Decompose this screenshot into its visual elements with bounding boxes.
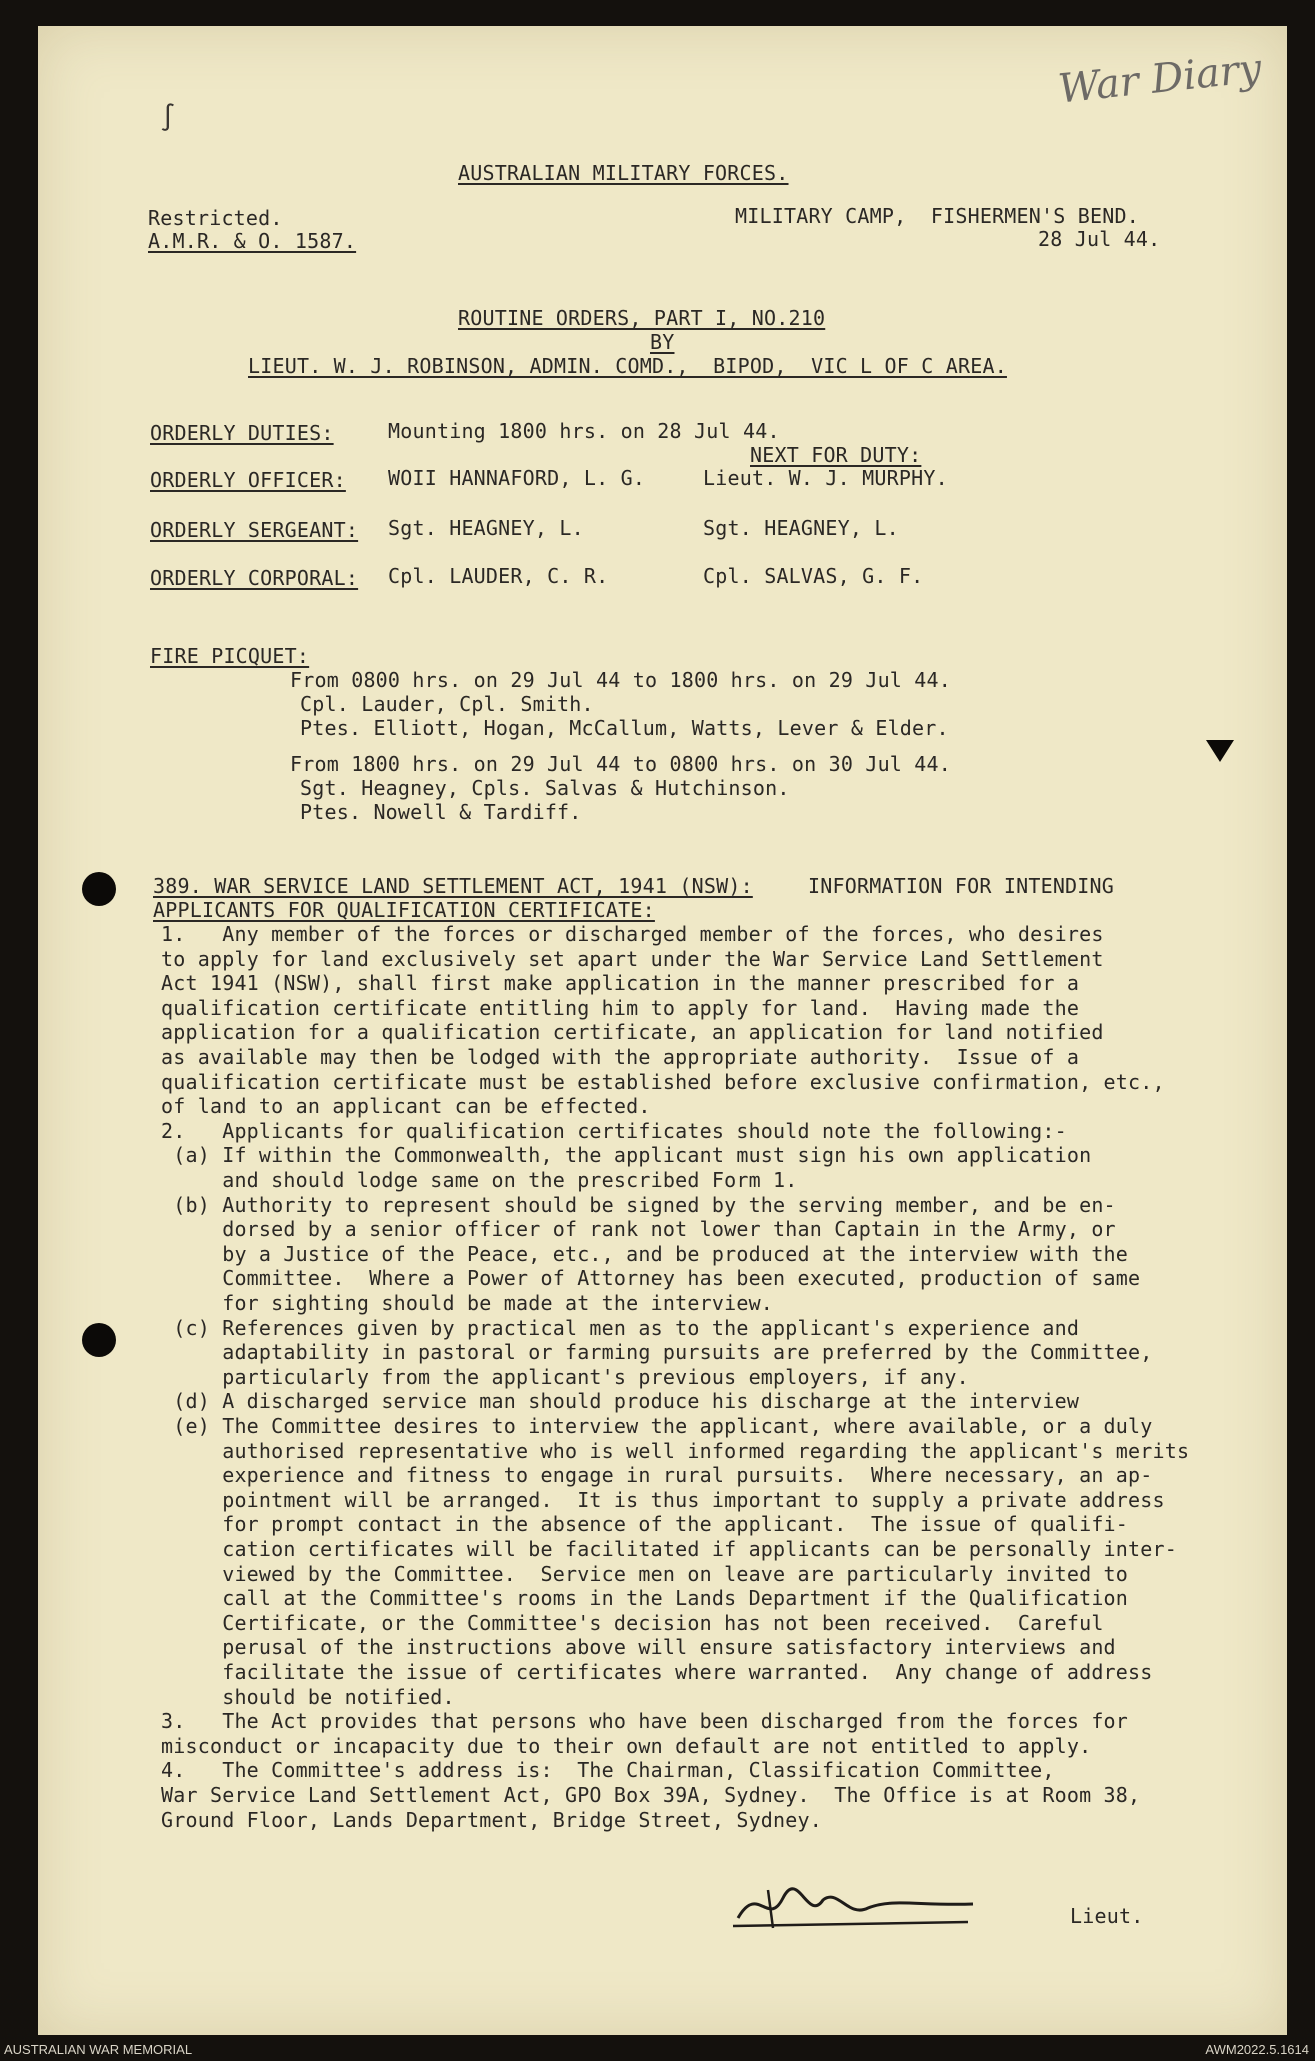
body-line: qualification certificate entitling him to apply for land. Having made the xyxy=(161,995,1080,1020)
by-label: BY xyxy=(650,330,675,354)
location-label: MILITARY CAMP, FISHERMEN'S BEND. xyxy=(735,204,1139,228)
punch-hole xyxy=(82,872,116,906)
orderly-sergeant-next: Sgt. HEAGNEY, L. xyxy=(703,516,899,540)
pencil-mark: ∫ xyxy=(160,103,176,133)
body-line: call at the Committee's rooms in the Lands Department if the Qualification xyxy=(161,1586,1129,1611)
body-line: (b) Authority to represent should be signed by the serving member, and be en- xyxy=(161,1192,1116,1217)
restricted-label: Restricted. xyxy=(148,206,283,230)
document-page xyxy=(38,26,1287,2035)
document-title: AUSTRALIAN MILITARY FORCES. xyxy=(458,161,789,185)
body-line: (e) The Committee desires to interview the applicant, where available, or a duly xyxy=(161,1414,1153,1438)
body-line: qualification certificate must be established before exclusive confirmation, etc., xyxy=(161,1069,1165,1094)
body-line: Certificate, or the Committee's decision has not been received. Careful xyxy=(161,1610,1104,1635)
signature-rank: Lieut. xyxy=(1070,1904,1144,1928)
item-389-heading-cont: INFORMATION FOR INTENDING xyxy=(808,874,1115,898)
item-389-heading: 389. WAR SERVICE LAND SETTLEMENT ACT, 1941 (NSW): xyxy=(153,874,753,898)
orderly-sergeant-label: ORDERLY SERGEANT: xyxy=(150,518,359,542)
body-line: facilitate the issue of certificates where warranted. Any change of address xyxy=(161,1660,1153,1684)
next-for-duty-label: NEXT FOR DUTY: xyxy=(750,443,922,467)
body-line: (c) References given by practical men as to the applicant's experience and xyxy=(161,1315,1080,1340)
punch-hole xyxy=(82,1323,116,1357)
war-diary-annotation: War Diary xyxy=(1056,45,1264,113)
body-line: adaptability in pastoral or farming pursuits are preferred by the Committee, xyxy=(161,1340,1153,1365)
fire-picquet-line: Ptes. Elliott, Hogan, McCallum, Watts, Lever & Elder. xyxy=(300,716,949,740)
body-line: (a) If within the Commonwealth, the applicant must sign his own application xyxy=(161,1143,1092,1168)
body-line: by a Justice of the Peace, etc., and be produced at the interview with the xyxy=(161,1241,1129,1266)
body-line: 1. Any member of the forces or discharged member of the forces, who desires xyxy=(161,922,1104,946)
body-line: should be notified. xyxy=(161,1684,455,1709)
body-line: to apply for land exclusively set apart under the War Service Land Settlement xyxy=(161,946,1104,971)
body-line: and should lodge same on the prescribed Form 1. xyxy=(161,1168,798,1192)
body-line: of land to an applicant can be effected. xyxy=(161,1094,651,1119)
orderly-officer-current: WOII HANNAFORD, L. G. xyxy=(388,466,646,490)
body-line: Ground Floor, Lands Department, Bridge Street, Sydney. xyxy=(161,1807,823,1832)
body-line: Act 1941 (NSW), shall first make application in the manner prescribed for a xyxy=(161,971,1080,996)
body-line: 3. The Act provides that persons who have been discharged from the forces for xyxy=(161,1709,1129,1734)
body-line: for sighting should be made at the interview. xyxy=(161,1291,774,1315)
body-line: application for a qualification certificate, an application for land notified xyxy=(161,1020,1104,1045)
orderly-officer-label: ORDERLY OFFICER: xyxy=(150,468,346,492)
orderly-duties-label: ORDERLY DUTIES: xyxy=(150,421,334,445)
footer-left: AUSTRALIAN WAR MEMORIAL xyxy=(4,2042,193,2057)
body-line: authorised representative who is well informed regarding the applicant's merits xyxy=(161,1438,1190,1463)
body-line: as available may then be lodged with the appropriate authority. Issue of a xyxy=(161,1045,1080,1069)
body-line: experience and fitness to engage in rural pursuits. Where necessary, an ap- xyxy=(161,1463,1153,1488)
tear-mark xyxy=(1206,740,1234,762)
body-line: 2. Applicants for qualification certificates should note the following:- xyxy=(161,1118,1067,1143)
fire-picquet-label: FIRE PICQUET: xyxy=(150,644,310,668)
fire-picquet-line: Cpl. Lauder, Cpl. Smith. xyxy=(300,692,594,716)
orderly-corporal-next: Cpl. SALVAS, G. F. xyxy=(703,564,924,588)
date-label: 28 Jul 44. xyxy=(1038,227,1161,251)
mounting-line: Mounting 1800 hrs. on 28 Jul 44. xyxy=(388,419,780,443)
body-line: War Service Land Settlement Act, GPO Box 39A, Sydney. The Office is at Room 38, xyxy=(161,1783,1141,1807)
fire-picquet-line: Sgt. Heagney, Cpls. Salvas & Hutchinson. xyxy=(300,776,790,800)
reference-label: A.M.R. & O. 1587. xyxy=(148,229,357,253)
body-line: cation certificates will be facilitated if applicants can be personally inter- xyxy=(161,1537,1178,1561)
body-line: pointment will be arranged. It is thus important to supply a private address xyxy=(161,1487,1165,1512)
orderly-corporal-label: ORDERLY CORPORAL: xyxy=(150,566,359,590)
item-389-subheading: APPLICANTS FOR QUALIFICATION CERTIFICATE: xyxy=(153,898,655,922)
body-line: for prompt contact in the absence of the applicant. The issue of qualifi- xyxy=(161,1512,1129,1537)
orderly-sergeant-current: Sgt. HEAGNEY, L. xyxy=(388,516,584,540)
body-line: dorsed by a senior officer of rank not lower than Captain in the Army, or xyxy=(161,1217,1116,1242)
body-line: (d) A discharged service man should produce his discharge at the interview xyxy=(161,1389,1080,1414)
fire-picquet-line: From 0800 hrs. on 29 Jul 44 to 1800 hrs. on 29 Jul 44. xyxy=(290,668,952,692)
fire-picquet-line: From 1800 hrs. on 29 Jul 44 to 0800 hrs. on 30 Jul 44. xyxy=(290,752,952,776)
body-line: particularly from the applicant's previous employers, if any. xyxy=(161,1364,969,1389)
body-line: perusal of the instructions above will ensure satisfactory interviews and xyxy=(161,1635,1116,1660)
fire-picquet-line: Ptes. Nowell & Tardiff. xyxy=(300,800,582,824)
body-line: Committee. Where a Power of Attorney has been executed, production of same xyxy=(161,1266,1141,1291)
footer-right: AWM2022.5.1614 xyxy=(1205,2042,1309,2057)
orderly-officer-next: Lieut. W. J. MURPHY. xyxy=(703,466,948,490)
body-line: 4. The Committee's address is: The Chairman, Classification Committee, xyxy=(161,1758,1055,1783)
orderly-corporal-current: Cpl. LAUDER, C. R. xyxy=(388,564,609,588)
body-line: viewed by the Committee. Service men on leave are particularly invited to xyxy=(161,1561,1129,1586)
issuer-line: LIEUT. W. J. ROBINSON, ADMIN. COMD., BIPOD, VIC L OF C AREA. xyxy=(248,354,1007,378)
routine-orders-title: ROUTINE ORDERS, PART I, NO.210 xyxy=(458,306,826,330)
body-line: misconduct or incapacity due to their own default are not entitled to apply. xyxy=(161,1733,1092,1758)
signature xyxy=(728,1878,988,1938)
